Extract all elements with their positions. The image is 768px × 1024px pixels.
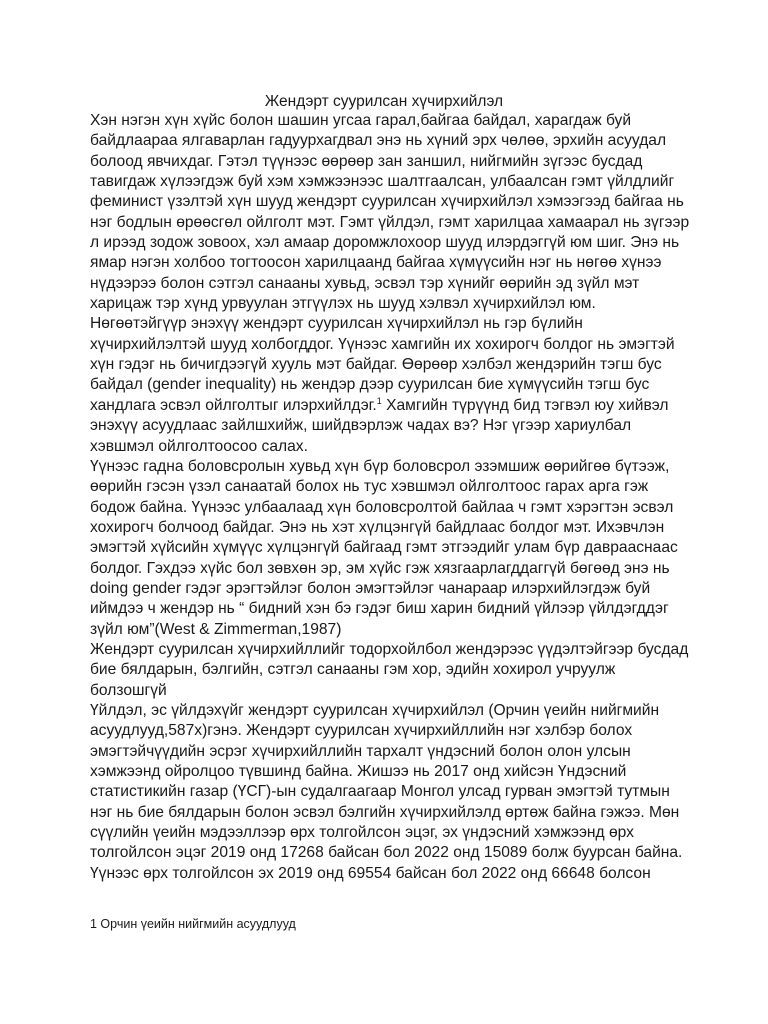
text-line: хохирогч болчоод байдаг. Энэ нь хэт хүлцэнгүй байдлаас болдог мэт. Ихэвчлэн [90, 518, 665, 536]
text-line: болдог. Гэхдээ хүйс бол зөвхөн эр, эм хүйс гэж хязгаарлагддаггүй бөгөөд энэ нь [90, 559, 670, 577]
text-line: зүйл юм”(West & Zimmerman,1987) [90, 620, 342, 638]
text-line: нэг нь бие бялдарын болон эсвэл бэлгийн хүчирхийлэлд өртөж байна гэжээ. Мөн [90, 803, 680, 821]
text-line: нүдээрээ болон сэтгэл санааны хувьд, эсвэл тэр хүнийг өөрийн эд зүйл мэт [90, 274, 640, 292]
text-line: Хэн нэгэн хүн хүйс болон шашин угсаа гарал,байгаа байдал, харагдаж буй [90, 112, 632, 129]
text-line: өөрийн гэсэн үзэл санаатай болох нь тус хэвшмэл ойлголтоос гарах арга гэж [90, 478, 649, 496]
text-line: болоод явчихдаг. Гэтэл түүнээс өөрөөр зан заншил, нийгмийн зүгээс бусдад [90, 152, 643, 170]
text-line: doing gender гэдэг эрэгтэйлэг болон эмэгтэйлэг чанараар илэрхийлэгдэж буй [90, 579, 651, 597]
text-line: энэхүү асуудлаас зайлшхийж, шийдвэрлэж чадах вэ? Нэг үгээр хариулбал [90, 417, 632, 435]
text-line: л ирээд зодож зовоох, хэл амаар доромжлохоор шууд илэрдэггүй юм шиг. Энэ нь [90, 234, 680, 252]
text-line-with-footnote [90, 396, 710, 416]
text-line: байдал (gender inequality) нь жендэр дээр суурилсан бие хүмүүсийн тэгш бус [90, 376, 650, 394]
text-segment: Хамгийн түрүүнд бид тэгвэл юу хийвэл [381, 396, 669, 414]
text-line: Үйлдэл, эс үйлдэхүйг жендэрт суурилсан хүчирхийлэл (Орчин үеийн нийгмийн [90, 701, 660, 719]
text-line: эмэгтэйчүүдийн эсрэг хүчирхийллийн тархалт үндэсний болон олон улсын [90, 742, 631, 760]
footnote-marker[interactable]: 1 [376, 395, 382, 406]
text-line: Үүнээс гадна боловсролын хувьд хүн бүр боловсрол эзэмшиж өөрийгөө бүтээж, [90, 457, 670, 475]
text-line: хүчирхийлэлтэй шууд холбогддог. Үүнээс хамгийн их хохирогч болдог нь эмэгтэй [90, 335, 675, 353]
text-line: хэвшмэл ойлголтоосоо салах. [90, 437, 308, 455]
text-line: ямар нэгэн холбоо тогтоосон харилцаанд байгаа хүмүүсийн нэг нь нөгөө хүнээ [90, 254, 662, 272]
text-line: харицаж тэр хүнд урвуулан этгүүлэх нь шууд хэлвэл хүчирхийлэл юм. [90, 295, 596, 313]
text-line: Нөгөөтэйгүүр энэхүү жендэрт суурилсан хүчирхийлэл нь гэр бүлийн [90, 315, 583, 333]
text-line: нэг бодлын өрөөсгөл ойлголт мэт. Гэмт үйлдэл, гэмт харилцаа хамаарал нь зүгээр [90, 213, 690, 231]
text-line: хэмжээнд ойролцоо түвшинд байна. Жишээ нь 2017 онд хийсэн Үндэсний [90, 763, 627, 780]
text-line: толгойлсон эцэг 2019 онд 17268 байсан бол 2022 онд 15089 болж буурсан байна. [90, 844, 683, 862]
text-line: иймдээ ч жендэр нь “ бидний хэн бэ гэдэг биш харин бидний үйлээр үйлдэгддэг [90, 600, 669, 618]
text-line: бие бялдарын, бэлгийн, сэтгэл санааны гэм хор, эдийн хохирол учруулж [90, 661, 616, 679]
text-line: сүүлийн үеийн мэдээллээр өрх толгойлсон эцэг, эх үндэсний хэмжээнд өрх [90, 824, 634, 842]
text-segment: хандлага эсвэл ойлголтыг илэрхийлдэг. [90, 396, 377, 414]
text-line: асуудлууд,587х)гэнэ. Жендэрт суурилсан хүчирхийллийн нэг хэлбэр болох [90, 722, 633, 740]
text-line: эмэгтэй хүйсийн хүмүүс хүлцэнгүй байгаад гэмт этгээдийг улам бүр даврааснаас [90, 539, 678, 557]
text-line: хүн гэдэг нь бичигдээгүй хууль мэт байдаг. Өөрөөр хэлбэл жендэрийн тэгш бус [90, 356, 662, 374]
text-line: болзошгүй [90, 681, 167, 699]
footnote: 1 Орчин үеийн нийгмийн асуудлууд [90, 917, 296, 931]
body-text [90, 111, 710, 884]
text-line: статистикийн газар (ҮСГ)-ын судалгаагаар Монгол улсад гурван эмэгтэй тутмын [90, 783, 670, 801]
text-line: бодож байна. Үүнээс улбаалаад хүн боловсролтой байлаа ч гэмт хэрэгтэн эсвэл [90, 498, 674, 516]
text-line: Үүнээс өрх толгойлсон эх 2019 онд 69554 байсан бол 2022 онд 66648 болсон [90, 864, 651, 882]
text-line: байдлаараа ялгаварлан гадуурхагдвал энэ нь хүний эрх чөлөө, эрхийн асуудал [90, 132, 667, 150]
page-title: Жендэрт суурилсан хүчирхийлэл [264, 93, 504, 110]
text-line: тавигдаж хүлээгдэж буй хэм хэмжээнээс шалтгаалсан, улбаалсан гэмт үйлдлийг [90, 173, 675, 191]
text-line: феминист үзэлтэй хүн шууд жендэрт суурилсан хүчирхийлэл хэмээгээд байгаа нь [90, 193, 684, 211]
text-line: Жендэрт суурилсан хүчирхийллийг тодорхойлбол жендэрээс үүдэлтэйгээр бусдад [90, 640, 689, 658]
